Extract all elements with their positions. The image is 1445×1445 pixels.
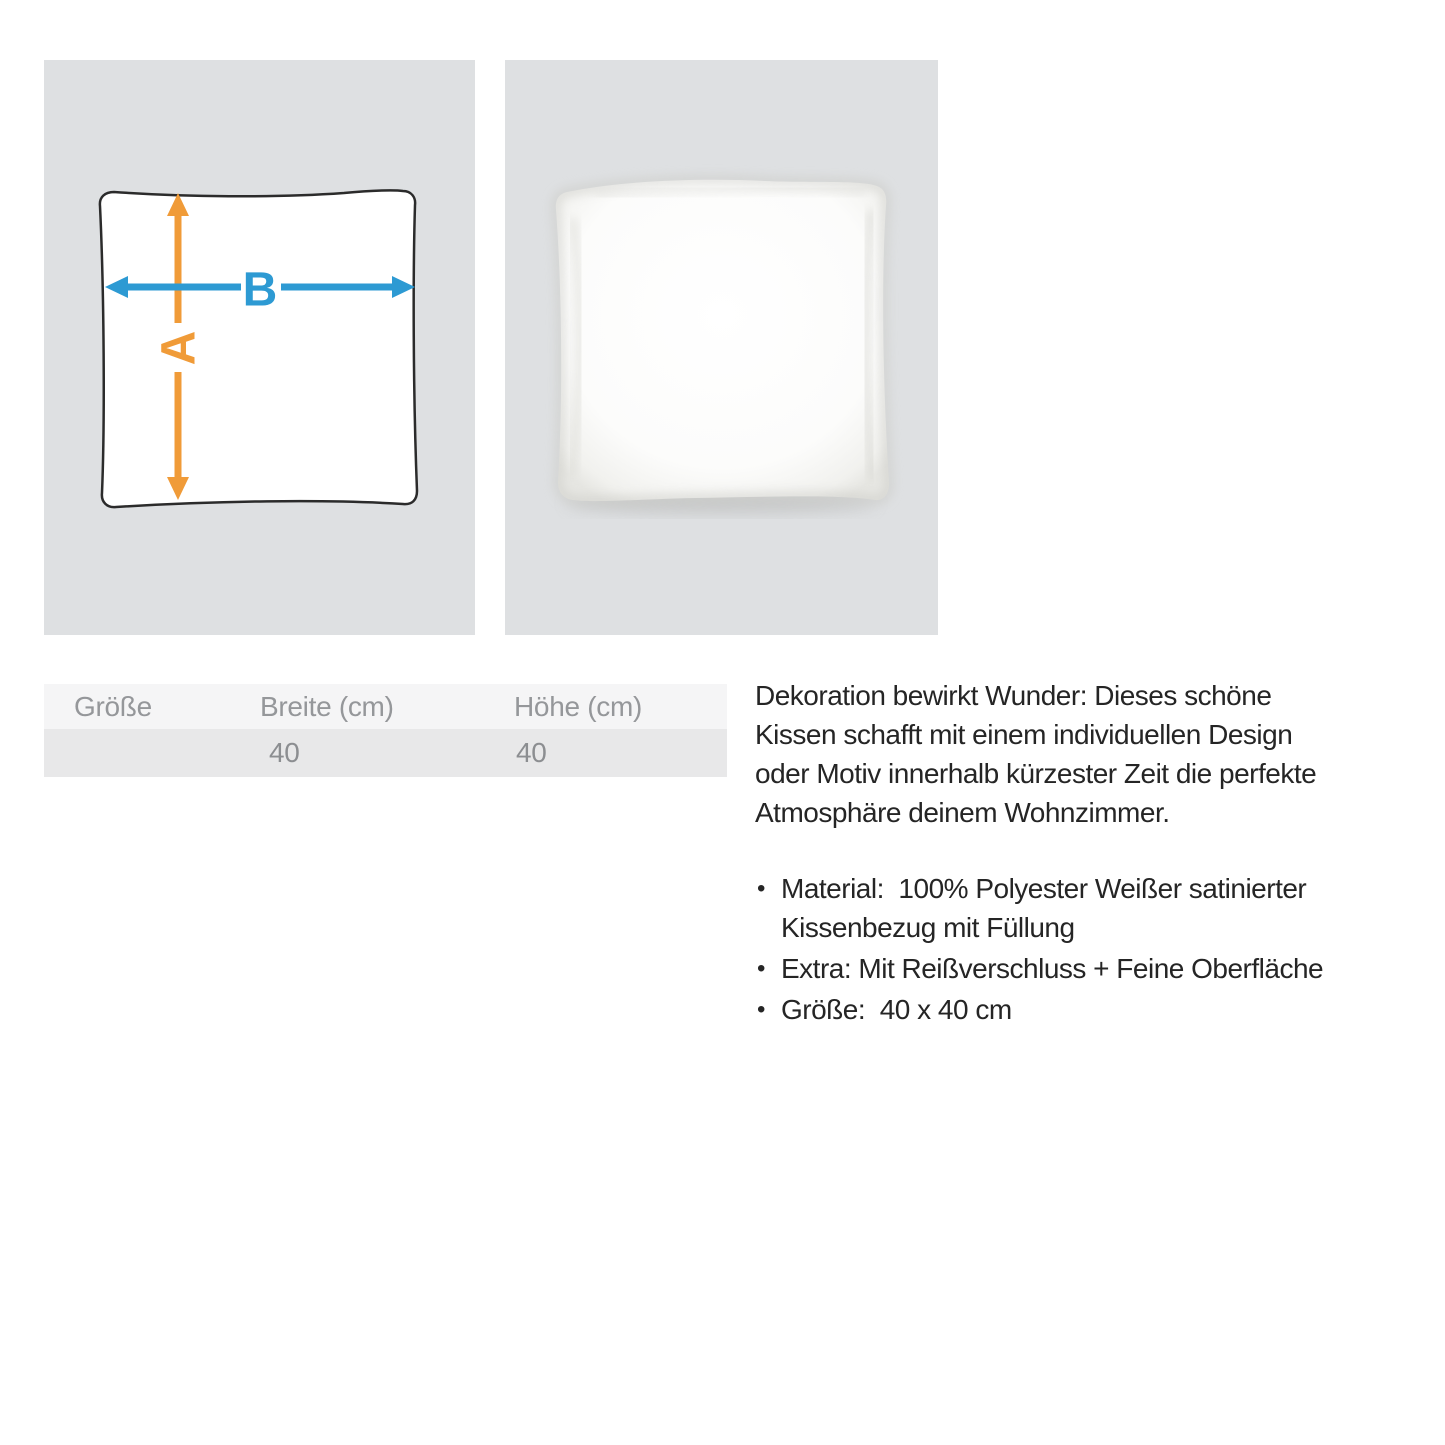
column-header-groesse: Größe <box>74 690 152 722</box>
width-label-b: B <box>242 263 278 317</box>
pillow-photo <box>505 60 938 635</box>
table-data-row <box>44 729 727 777</box>
product-description <box>755 676 1427 1031</box>
bullet-icon: • <box>757 955 765 982</box>
feature-item-extra <box>755 949 1427 988</box>
size-diagram-panel <box>44 60 475 635</box>
cell-hoehe: 40 <box>516 737 547 768</box>
description-paragraph <box>755 676 1427 832</box>
column-header-breite: Breite (cm) <box>260 690 394 722</box>
paragraph-line: oder Motiv innerhalb kürzester Zeit die perfekte <box>755 758 1317 789</box>
pillow-photo-panel <box>505 60 938 635</box>
cell-breite: 40 <box>269 737 300 768</box>
feature-line: Extra: Mit Reißverschluss + Feine Oberfläche <box>781 953 1324 984</box>
pillow-body <box>556 180 889 501</box>
column-header-hoehe: Höhe (cm) <box>514 690 642 722</box>
paragraph-line: Kissen schafft mit einem individuellen Design <box>755 719 1293 750</box>
paragraph-line: Dekoration bewirkt Wunder: Dieses schöne <box>755 680 1272 711</box>
size-table <box>44 684 727 777</box>
feature-item-material <box>755 869 1427 947</box>
paragraph-line: Atmosphäre deinem Wohnzimmer. <box>755 797 1170 828</box>
bullet-icon: • <box>757 996 765 1023</box>
feature-list <box>755 869 1427 1029</box>
feature-line: Größe: 40 x 40 cm <box>781 994 1012 1025</box>
feature-item-groesse <box>755 990 1427 1029</box>
pillow-outline-shape <box>100 190 417 507</box>
table-header-row <box>44 684 727 729</box>
size-diagram <box>44 60 475 635</box>
feature-line: Kissenbezug mit Füllung <box>781 912 1075 943</box>
height-label-a: A <box>152 330 206 366</box>
bullet-icon: • <box>757 875 765 902</box>
feature-line: Material: 100% Polyester Weißer satinierter <box>781 873 1307 904</box>
